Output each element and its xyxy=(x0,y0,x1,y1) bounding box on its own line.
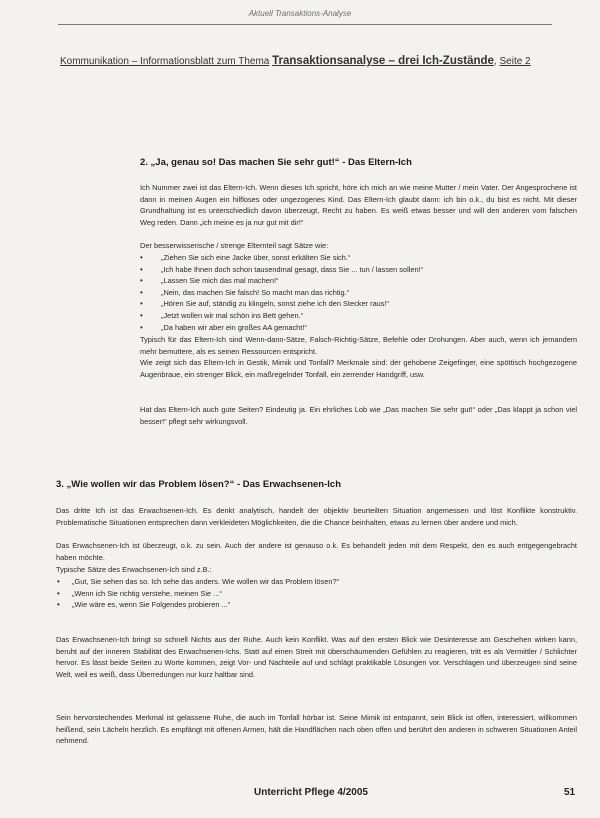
bullet-icon: • xyxy=(140,322,143,332)
list-item: • „Lassen Sie mich das mal machen!“ xyxy=(140,276,279,286)
section-2-intro: Der besserwisserische / strenge Elternteil sagt Sätze wie: xyxy=(140,241,329,250)
bullet-icon: • xyxy=(57,577,60,586)
list-item: • „Da haben wir aber ein großes AA gemacht!“ xyxy=(140,322,307,332)
section-2-paragraph-4: Hat das Eltern-Ich auch gute Seiten? Eindeutig ja. Ein ehrliches Lob wie „Das machen Sie sehr gut!“ oder „Das klappt ja schon viel besser!“ pflegt sehr wirkungsvoll. xyxy=(140,405,577,426)
list-item: • „Wie wäre es, wenn Sie Folgendes probieren ...“ xyxy=(57,600,231,610)
subheader-page: Seite 2 xyxy=(499,56,531,67)
section-2-paragraph-2: Typisch für das Eltern-Ich sind Wenn-dann-Sätze, Falsch-Richtig-Sätze, Befehle oder Drohungen. Aber auch, wenn ich jemandem mehr bemuttere, als es seinen Ressourcen entspricht. xyxy=(140,335,577,356)
list-item: • „Jetzt wollen wir mal schön ins Bett gehen.“ xyxy=(140,310,304,320)
list-item: • „Nein, das machen Sie falsch! So macht man das richtig.“ xyxy=(140,287,350,297)
bullet-icon: • xyxy=(140,253,143,262)
bullet-icon: • xyxy=(57,600,60,610)
footer-page-number: 51 xyxy=(564,787,576,798)
footer-magazine: Unterricht Pflege 4/2005 xyxy=(254,787,368,798)
section-3-title: 3. „Wie wollen wir das Problem lösen?“ - Das Erwachsenen-Ich xyxy=(56,479,341,490)
section-3-intro: Typische Sätze des Erwachsenen-Ich sind z.B.: xyxy=(56,565,212,574)
section-3-bullet-list xyxy=(57,576,340,611)
list-item: • „Wenn ich Sie richtig verstehe, meinen Sie ...“ xyxy=(57,588,222,598)
section-2-paragraph-3: Wie zeigt sich das Eltern-Ich in Gestik, Mimik und Tonfall? Merkmale sind: der gehobene Zeigefinger, eine spöttisch hochgezogene Augenbraue, ein strenger Blick, ein maßregelnder Tonfall, ein zerrender Handgriff, usw. xyxy=(140,358,577,379)
header-divider xyxy=(58,24,552,25)
bullet-icon: • xyxy=(140,264,143,274)
bullet-icon: • xyxy=(57,588,60,598)
bullet-icon: • xyxy=(140,310,143,320)
subheader-topic: Transaktionsanalyse – drei Ich-Zustände xyxy=(272,55,494,67)
document-subheader: Kommunikation – Informationsblatt zum Thema Transaktionsanalyse – drei Ich-Zustände, Seite 2 xyxy=(60,55,531,67)
list-item: • „Ziehen Sie sich eine Jacke über, sonst erkälten Sie sich.“ xyxy=(140,253,351,262)
list-item: • „Ich habe Ihnen doch schon tausendmal gesagt, dass Sie ... tun / lassen sollen!“ xyxy=(140,264,424,274)
bullet-icon: • xyxy=(140,299,143,309)
bullet-icon: • xyxy=(140,287,143,297)
running-header: Aktuell Transaktions-Analyse xyxy=(248,9,352,18)
section-3-paragraph-2: Das Erwachsenen-Ich ist überzeugt, o.k. zu sein. Auch der andere ist genauso o.k. Es behandelt jeden mit dem Respekt, den es auch entgegengebracht haben möchte. xyxy=(56,541,577,562)
section-3-paragraph-4: Sein hervorstechendes Merkmal ist gelassene Ruhe, die auch im Tonfall hörbar ist. Seine Mimik ist entspannt, sein Blick ist offen, interessiert, willkommen heißend, sein Lächeln herzlich. Es empfängt mit offenen Armen, hält die Handflächen nach oben offen und berührt den anderen in schweren Situationen Anteil nehmend. xyxy=(56,713,577,746)
list-item: • „Hören Sie auf, ständig zu klingeln, sonst ziehe ich den Stecker raus!“ xyxy=(140,299,389,309)
subheader-subject: Kommunikation – Informationsblatt zum Thema xyxy=(60,56,270,67)
bullet-icon: • xyxy=(140,276,143,286)
section-3-paragraph-3: Das Erwachsenen-Ich bringt so schnell Nichts aus der Ruhe. Auch kein Konflikt. Was auf den ersten Blick wie Desinteresse am Geschehen wirken kann, beruht auf der inneren Stabilität des Erwachsenen-Ichs. Statt auf einen Streit mit überschäumenden Gefühlen zu reagieren, tritt es als Vermittler / Schlichter hervor. Es lässt beide Seiten zu Worte kommen, zeigt Vor- und Nachteile auf und schlägt praktikable Lösungen vor. Verschlagen und überzeugen sind seine Welt, weil es weiß, dass Überredungen nur kurz haltbar sind. xyxy=(56,635,577,679)
section-2-paragraph-1: Ich Nummer zwei ist das Eltern-Ich. Wenn dieses Ich spricht, höre ich mich an wie meine Mutter / mein Vater. Der Angesprochene ist dann in meinen Augen ein hilfloses oder ungezogenes Kind. Das Eltern-Ich glaubt dann: ich bin o.k., du bist es nicht. Mit dieser Grundhaltung ist es unterschiedlich davon überzeugt, Recht zu haben. Es weiß etwas besser und will den anderen vom falschen Weg reden. Dann „ich meine es ja nur gut mit dir!“ xyxy=(140,183,577,227)
section-2-bullet-list xyxy=(140,252,424,333)
section-3-paragraph-1: Das dritte Ich ist das Erwachsenen-Ich. Es denkt analytisch, handelt der objektiv beurteilten Situation angemessen und löst Konflikte konstruktiv. Problematische Situationen entsprechen dann verkleideten Möglichkeiten, die die Chance beinhalten, etwas zu lernen über andere und mich. xyxy=(56,506,577,527)
list-item: • „Gut, Sie sehen das so. Ich sehe das anders. Wie wollen wir das Problem lösen?“ xyxy=(57,577,340,586)
section-2-title: 2. „Ja, genau so! Das machen Sie sehr gut!“ - Das Eltern-Ich xyxy=(140,157,412,168)
